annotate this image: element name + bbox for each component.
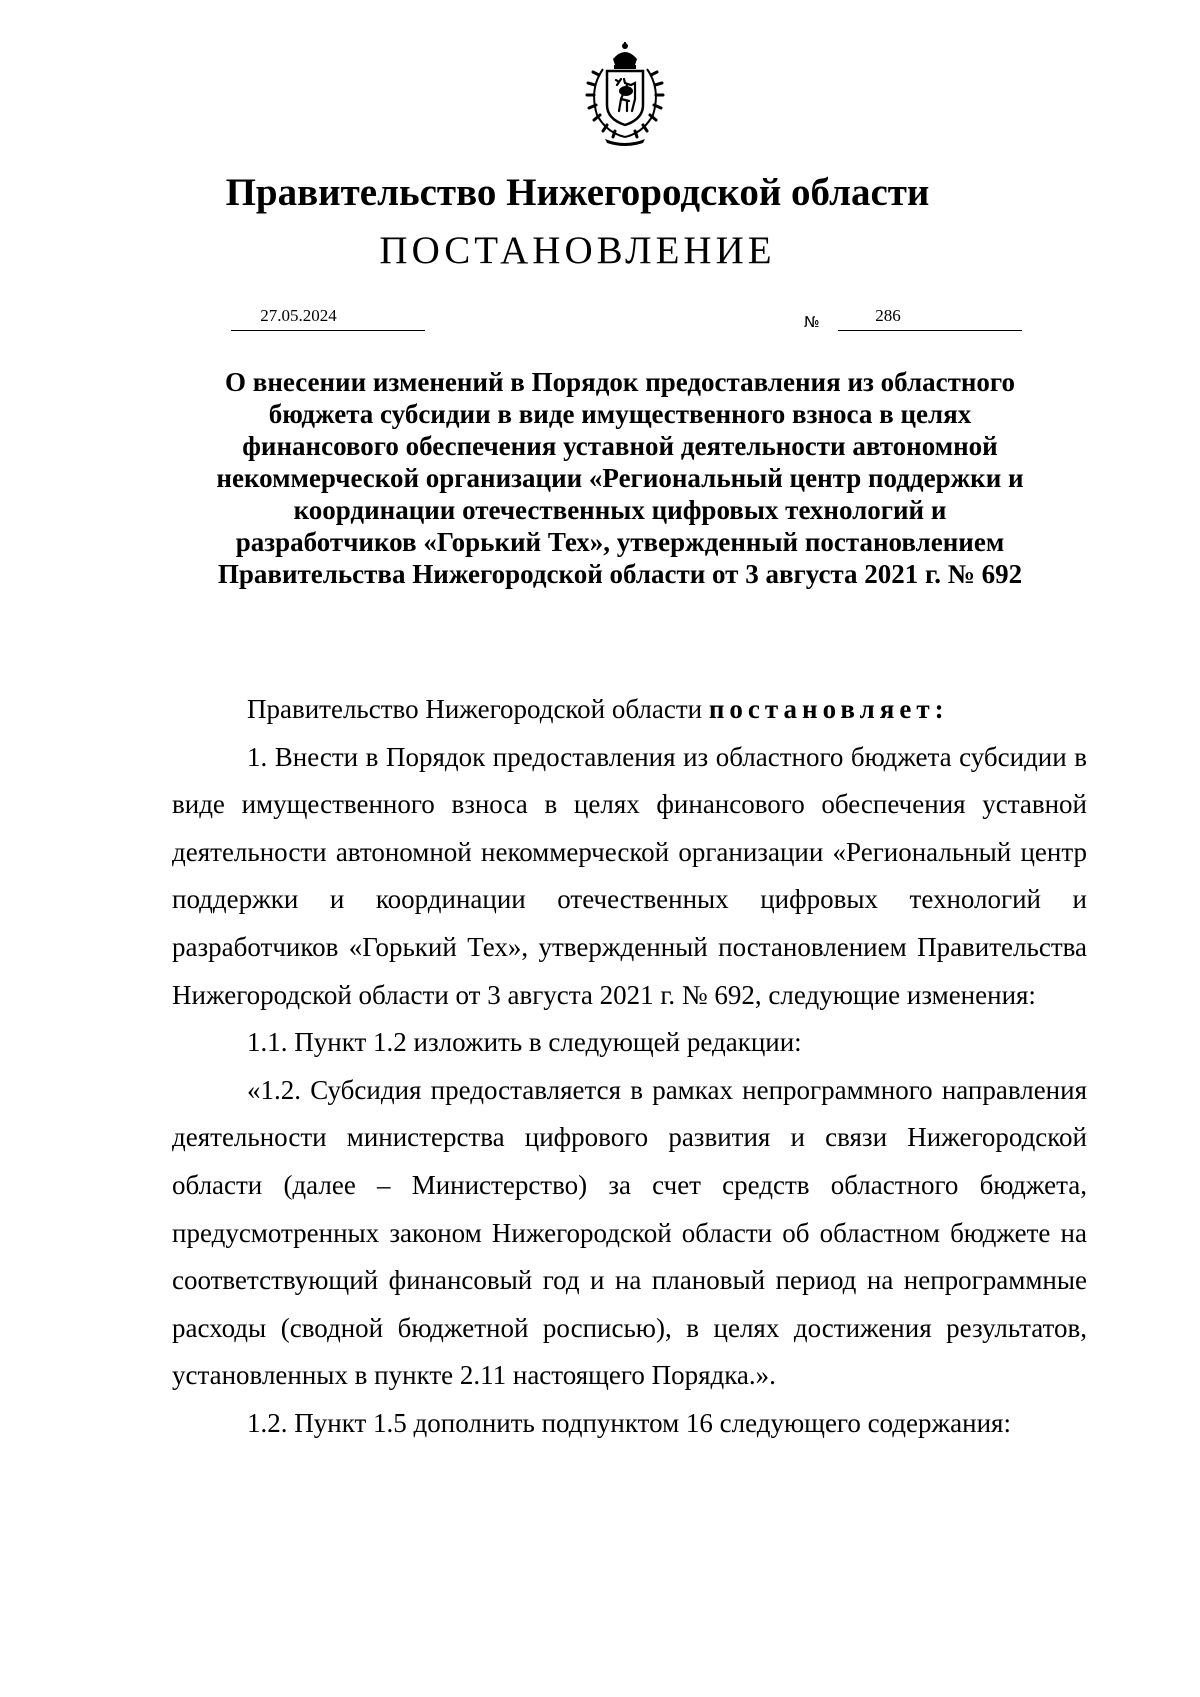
document-subject: О внесении изменений в Порядок предоставления из областного бюджета субсидии в виде имущественного взноса в целях финансового обеспечения уставной деятельности автономной некоммерческой организации «Региональный центр поддержки и координации отечественных цифровых технологий и разработчиков «Горький Тех», утвержденный постановлением Правительства Нижегородской области от 3 августа 2021 г. № 692 [216,367,1024,589]
document-type: ПОСТАНОВЛЕНИЕ [379,229,776,272]
intro-prefix: Правительство Нижегородской области [247,694,709,724]
intro-paragraph [172,686,1087,734]
paragraph-1-1: 1.1. Пункт 1.2 изложить в следующей редакции: [247,1027,802,1058]
paragraph-1-2: 1.2. Пункт 1.5 дополнить подпунктом 16 следующего содержания: [247,1407,1011,1438]
paragraph-1-2-quote: «1.2. Субсидия предоставляется в рамках непрограммного направления деятельности министерства цифрового развития и связи Нижегородской области (далее – Министерство) за счет средств областного бюджета, предусмотренных законом Нижегородской области об областном бюджете на соответствующий финансовый год и на плановый период на непрограммные расходы (сводной бюджетной росписью), в целях достижения результатов, установленных в пункте 2.11 настоящего Порядка.». [172,1074,1087,1391]
paragraph-1: 1. Внести в Порядок предоставления из областного бюджета субсидии в виде имущественного взноса в целях финансового обеспечения уставной деятельности автономной некоммерческой организации «Региональный центр поддержки и координации отечественных цифровых технологий и разработчиков «Горький Тех», утвержденный постановлением Правительства Нижегородской области от 3 августа 2021 г. № 692, следующие изменения: [172,741,1087,1010]
coat-of-arms-emblem [569,39,681,149]
date-underline [231,330,425,331]
number-underline [838,330,1022,331]
document-number: 286 [875,306,901,325]
document-body [172,686,1087,1448]
government-title: Правительство Нижегородской области [225,171,930,214]
intro-verb: постановляет: [708,694,949,724]
number-sign: № [804,313,820,331]
document-date: 27.05.2024 [260,306,337,325]
